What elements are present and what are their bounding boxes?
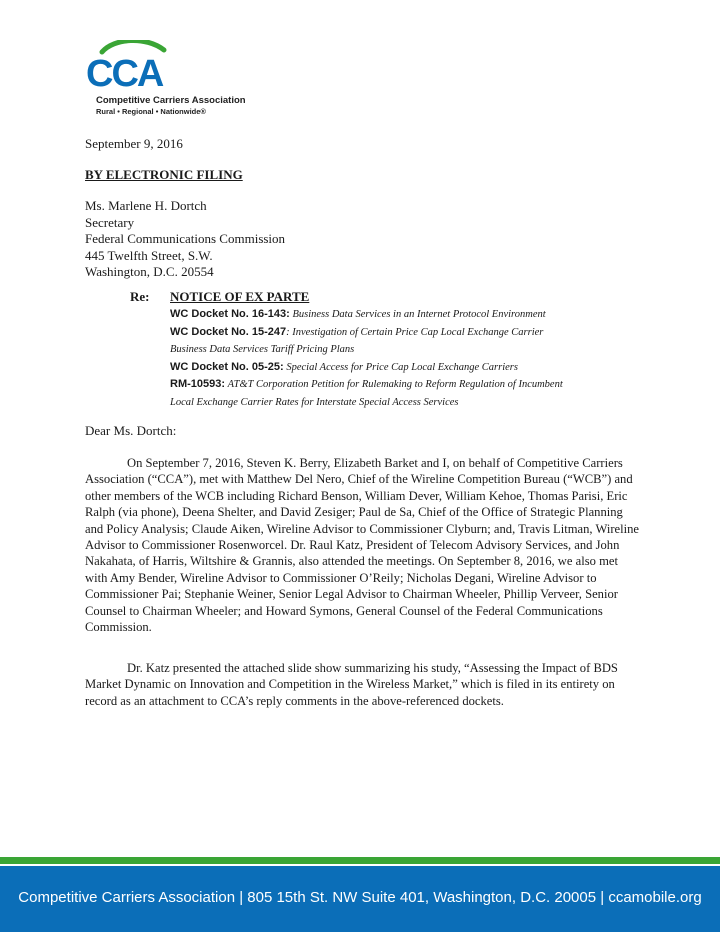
recipient-name: Ms. Marlene H. Dortch — [85, 198, 207, 213]
body-paragraph-1: On September 7, 2016, Steven K. Berry, Elizabeth Barket and I, on behalf of Competitive Carriers Association (“CCA”), met with Matthew Del Nero, Chief of the Wireline Competition Bureau (“WCB”) and other members of the WCB including Richard Benson, William Dever, William Kehoe, Thomas Parisi, Eric Ralph (via phone), Deena Shelter, and David Zesiger; Paul de Sa, Chief of the Office of Strategic Planning and Policy Analysis; Claude Aiken, Wireline Advisor to Commissioner Clyburn; and, Travis Litman, Wireline Advisor to Commissioner Rosenworcel. Dr. Raul Katz, President of Telecom Advisory Services, and John Nakahata, of Harris, Wiltshire & Grannis, also attended the meetings. On September 8, 2016, we also met with Amy Bender, Wireline Advisor to Commissioner O’Reily; Nicholas Degani, Wireline Advisor to Commissioner Pai; Stephanie Weiner, Senior Legal Advisor to Chairman Wheeler, Phillip Verveer, Senior Counsel to Chairman Wheeler; and Howard Symons, General Counsel of the Federal Communications Commission. — [85, 456, 640, 635]
docket-line: WC Docket No. 15-247: Investigation of Certain Price Cap Local Exchange Carrier — [170, 325, 544, 338]
docket-line: Business Data Services Tariff Pricing Plans — [170, 344, 355, 355]
salutation: Dear Ms. Dortch: — [85, 423, 177, 438]
re-label: Re: — [130, 289, 150, 304]
cca-logo — [84, 40, 284, 130]
logo-green-arc — [102, 40, 164, 52]
recipient-street: 445 Twelfth Street, S.W. — [85, 247, 213, 263]
docket-line: RM-10593: AT&T Corporation Petition for Rulemaking to Reform Regulation of Incumbent — [170, 378, 563, 390]
docket-line: Local Exchange Carrier Rates for Interstate Special Access Services — [170, 396, 459, 408]
recipient-address — [85, 197, 285, 280]
footer-green-bar — [0, 857, 720, 864]
re-block — [170, 289, 690, 411]
docket-line: WC Docket No. 05-25: Special Access for Price Cap Local Exchange Carriers — [170, 360, 518, 373]
body-paragraph-2: Dr. Katz presented the attached slide show summarizing his study, “Assessing the Impact of BDS Market Dynamic on Innovation and Competition in the Wireless Market,” which is filed in its entirety on record as an attachment to CCA’s reply comments in the above-referenced dockets. — [85, 661, 618, 708]
letter-date: September 9, 2016 — [85, 136, 183, 151]
cca-logo-mark — [84, 40, 174, 94]
recipient-city: Washington, D.C. 20554 — [85, 264, 214, 279]
logo-acronym: CCA — [86, 53, 163, 94]
recipient-agency: Federal Communications Commission — [85, 231, 286, 246]
footer-contact: Competitive Carriers Association | 805 15th St. NW Suite 401, Washington, D.C. 20005 | ccamobile.org — [18, 889, 702, 906]
docket-line: WC Docket No. 16-143: Business Data Services in an Internet Protocol Environment — [170, 308, 546, 320]
re-title: NOTICE OF EX PARTE — [170, 289, 310, 304]
logo-org-name: Competitive Carriers Association — [96, 95, 246, 106]
logo-tagline: Rural • Regional • Nationwide® — [96, 107, 206, 116]
filing-method: BY ELECTRONIC FILING — [85, 167, 243, 182]
recipient-title: Secretary — [85, 214, 135, 230]
